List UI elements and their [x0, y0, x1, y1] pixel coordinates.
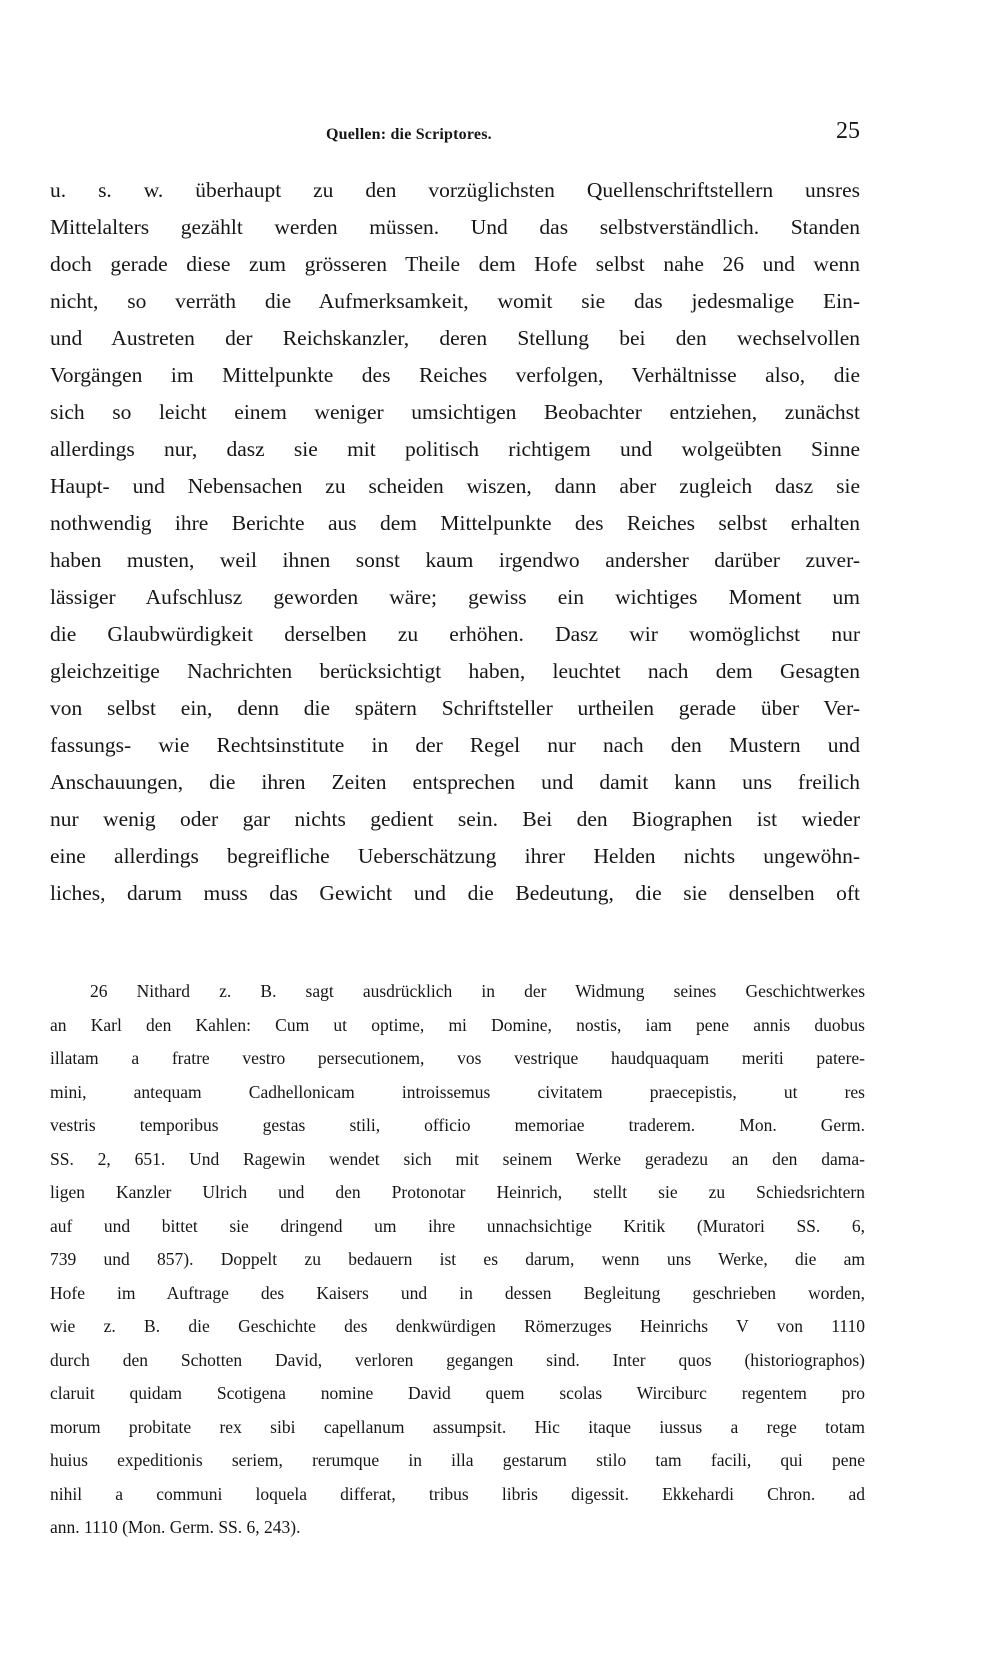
running-head: Quellen: die Scriptores. — [326, 126, 492, 143]
body-line: Haupt- und Nebensachen zu scheiden wiszen, dann aber zugleich dasz sie — [50, 474, 860, 498]
body-line: die Glaubwürdigkeit derselben zu erhöhen. Dasz wir womöglichst nur — [50, 622, 860, 646]
footnote-line: ligen Kanzler Ulrich und den Protonotar Heinrich, stellt sie zu Schiedsrichtern — [50, 1182, 865, 1202]
footnote-line: 739 und 857). Doppelt zu bedauern ist es darum, wenn uns Werke, die am — [50, 1249, 865, 1269]
footnote-line: morum probitate rex sibi capellanum assumpsit. Hic itaque iussus a rege totam — [50, 1416, 865, 1437]
body-line: u. s. w. überhaupt zu den vorzüglichsten Quellenschriftstellern unsres — [50, 178, 860, 202]
body-line: doch gerade diese zum grösseren Theile dem Hofe selbst nahe 26 und wenn — [50, 252, 860, 276]
body-line: liches, darum muss das Gewicht und die Bedeutung, die sie denselben oft — [50, 881, 860, 905]
footnote-line: durch den Schotten David, verloren gegangen sind. Inter quos (historiographos) — [50, 1349, 865, 1370]
body-line: gleichzeitige Nachrichten berücksichtigt haben, leuchtet nach dem Gesagten — [50, 659, 860, 683]
footnote-line: huius expeditionis seriem, rerumque in illa gestarum stilo tam facili, qui pene — [50, 1450, 865, 1470]
body-line: eine allerdings begreifliche Ueberschätzung ihrer Helden nichts ungewöhn- — [50, 844, 860, 868]
body-line: nothwendig ihre Berichte aus dem Mittelpunkte des Reiches selbst erhalten — [50, 511, 860, 535]
footnote-line: nihil a communi loquela differat, tribus libris digessit. Ekkehardi Chron. ad — [50, 1483, 865, 1504]
body-line: allerdings nur, dasz sie mit politisch richtigem und wolgeübten Sinne — [50, 437, 860, 461]
body-line: nicht, so verräth die Aufmerksamkeit, womit sie das jedesmalige Ein- — [50, 289, 860, 313]
footnote-line: vestris temporibus gestas stili, officio memoriae traderem. Mon. Germ. — [50, 1115, 865, 1135]
body-line: Vorgängen im Mittelpunkte des Reiches verfolgen, Verhältnisse also, die — [50, 363, 860, 387]
body-line: nur wenig oder gar nichts gedient sein. Bei den Biographen ist wieder — [50, 807, 860, 831]
footnote-line: Hofe im Auftrage des Kaisers und in dessen Begleitung geschrieben worden, — [50, 1282, 865, 1303]
footnote-line: wie z. B. die Geschichte des denkwürdigen Römerzuges Heinrichs V von 1110 — [50, 1316, 865, 1336]
footnote-line: 26 Nithard z. B. sagt ausdrücklich in der Widmung seines Geschichtwerkes — [90, 981, 865, 1001]
body-text — [50, 172, 860, 912]
footnote-line: ann. 1110 (Mon. Germ. SS. 6, 243). — [50, 1517, 301, 1537]
body-line: fassungs- wie Rechtsinstitute in der Regel nur nach den Mustern und — [50, 733, 860, 757]
footnote-line: auf und bittet sie dringend um ihre unnachsichtige Kritik (Muratori SS. 6, — [50, 1215, 865, 1236]
body-line: lässiger Aufschlusz geworden wäre; gewiss ein wichtiges Moment um — [50, 585, 860, 609]
footnote-line: an Karl den Kahlen: Cum ut optime, mi Domine, nostis, iam pene annis duobus — [50, 1014, 865, 1035]
body-line: Mittelalters gezählt werden müssen. Und das selbstverständlich. Standen — [50, 215, 860, 239]
body-line: sich so leicht einem weniger umsichtigen Beobachter entziehen, zunächst — [50, 400, 860, 424]
footnote-line: mini, antequam Cadhellonicam introissemus civitatem praecepistis, ut res — [50, 1081, 865, 1102]
footnote-line: claruit quidam Scotigena nomine David quem scolas Wirciburc regentem pro — [50, 1383, 865, 1403]
footnotes — [50, 975, 865, 1545]
body-line: und Austreten der Reichskanzler, deren Stellung bei den wechselvollen — [50, 326, 860, 350]
body-line: von selbst ein, denn die spätern Schriftsteller urtheilen gerade über Ver- — [50, 696, 860, 720]
page-header — [50, 118, 860, 154]
body-line: Anschauungen, die ihren Zeiten entsprechen und damit kann uns freilich — [50, 770, 860, 794]
footnote-line: SS. 2, 651. Und Ragewin wendet sich mit seinem Werke geradezu an den dama- — [50, 1148, 865, 1169]
footnote-line: illatam a fratre vestro persecutionem, vos vestrique haudquaquam meriti patere- — [50, 1048, 865, 1068]
body-line: haben musten, weil ihnen sonst kaum irgendwo andersher darüber zuver- — [50, 548, 860, 572]
page-number: 25 — [836, 118, 860, 144]
